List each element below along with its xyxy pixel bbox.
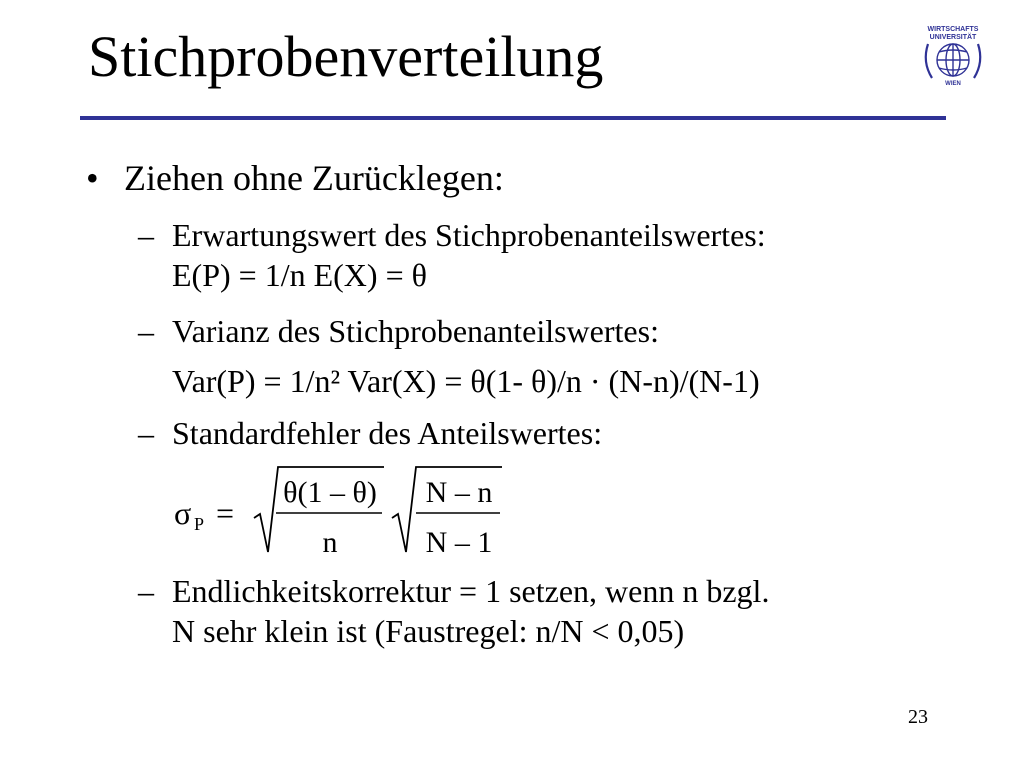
sub-item-label: Erwartungswert des Stichprobenanteilswertes: [172, 217, 766, 253]
logo-text-line1: WIRTSCHAFTS [927, 26, 979, 33]
sub-item-varianz [138, 312, 659, 350]
fraction2-numerator: N – n [425, 476, 493, 509]
bullet-symbol: • [86, 158, 99, 198]
rule-of-thumb-text: N sehr klein ist (Faustregel: n/N < 0,05) [172, 613, 685, 649]
sub-item-label: Standardfehler des Anteilswertes: [172, 415, 603, 451]
sub-item-endlichkeitskorrektur [138, 572, 769, 610]
formula-subscript: P [194, 514, 205, 534]
dash-symbol: – [138, 313, 154, 349]
sub-item-label: Varianz des Stichprobenanteilswertes: [172, 313, 659, 349]
dash-symbol: – [138, 573, 154, 609]
page-number: 23 [908, 706, 928, 728]
sub-item-erwartungswert [138, 216, 766, 254]
logo-text-line2: UNIVERSITÄT [929, 34, 977, 41]
fraction1-denominator: n [322, 526, 338, 559]
fraction2-denominator: N – 1 [425, 526, 493, 559]
fraction1-numerator: θ(1 – θ) [283, 476, 377, 509]
dash-symbol: – [138, 217, 154, 253]
formula-sigma: σ [174, 495, 192, 531]
dash-symbol: – [138, 415, 154, 451]
standard-error-formula [172, 462, 512, 562]
formula-equals: = [216, 495, 235, 531]
sub-item-label: Endlichkeitskorrektur = 1 setzen, wenn n bzgl. [172, 573, 770, 609]
formula-variance: Var(P) = 1/n² Var(X) = θ(1- θ)/n · (N-n)/(N-1) [172, 363, 760, 399]
sub-item-standardfehler [138, 414, 602, 452]
logo-text-line3: WIEN [945, 81, 961, 87]
bullet-heading: Ziehen ohne Zurücklegen: [124, 158, 504, 198]
formula-expectation: E(P) = 1/n E(X) = θ [172, 257, 427, 293]
slide-title: Stichprobenverteilung [88, 24, 604, 89]
bullet-item-ziehen [86, 158, 504, 198]
